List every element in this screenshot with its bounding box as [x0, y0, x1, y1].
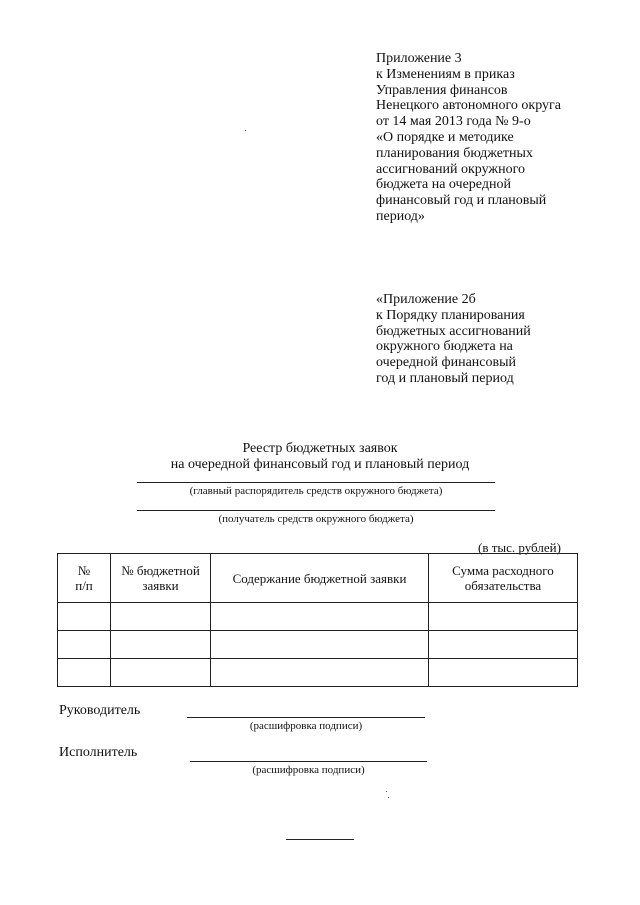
executor-signature-line[interactable] [190, 761, 427, 762]
header-row-number [58, 554, 111, 603]
table-cell[interactable] [211, 659, 429, 687]
appendix-3-line: планирования бюджетных [376, 145, 533, 161]
appendix-2b-line: год и плановый период [376, 370, 514, 386]
table-cell[interactable] [58, 631, 111, 659]
header-text: п/п [75, 578, 93, 593]
appendix-3-line: Ненецкого автономного округа [376, 98, 561, 114]
table-cell[interactable] [111, 631, 211, 659]
appendix-3-line: ассигнований окружного [376, 161, 525, 177]
document-subtitle: на очередной финансовый год и плановый период [170, 457, 470, 472]
table-cell[interactable] [111, 603, 211, 631]
appendix-3-line: финансовый год и плановый [376, 193, 547, 209]
appendix-3-line: период» [376, 208, 425, 224]
table-cell[interactable] [429, 603, 578, 631]
head-signature-line[interactable] [187, 717, 425, 718]
appendix-3-line: от 14 мая 2013 года № 9-о [376, 114, 531, 130]
appendix-3-line: Приложение 3 [376, 51, 462, 66]
recipient-field-line[interactable] [137, 510, 495, 511]
main-manager-field-line[interactable] [137, 482, 495, 483]
table-row [58, 603, 578, 631]
header-obligation-amount [429, 554, 578, 603]
appendix-2b-line: «Приложение 2б [376, 292, 476, 307]
table-cell[interactable] [429, 631, 578, 659]
header-request-content [211, 554, 429, 603]
table-header-row [58, 554, 578, 603]
scan-speck [388, 797, 389, 798]
executor-label: Исполнитель [59, 745, 138, 760]
appendix-3-line: «О порядке и методике [376, 129, 514, 145]
budget-requests-table [57, 553, 578, 687]
document-title: Реестр бюджетных заявок [242, 441, 398, 456]
header-request-number [111, 554, 211, 603]
scan-speck [245, 130, 246, 131]
header-text: № [77, 563, 91, 578]
appendix-2b-heading [376, 292, 531, 387]
appendix-2b-line: бюджетных ассигнований [376, 323, 531, 339]
table-cell[interactable] [58, 659, 111, 687]
table-cell[interactable] [211, 631, 429, 659]
units-note: (в тыс. рублей) [478, 540, 561, 555]
main-manager-caption: (главный распорядитель средств окружного бюджета) [189, 485, 443, 497]
appendix-3-line: к Изменениям в приказ [376, 66, 515, 82]
appendix-3-line: бюджета на очередной [376, 177, 511, 193]
executor-signature-caption: (расшифровка подписи) [252, 764, 365, 776]
appendix-2b-line: окружного бюджета на [376, 339, 513, 355]
appendix-3-heading [376, 51, 561, 225]
table-cell[interactable] [111, 659, 211, 687]
header-text: заявки [142, 578, 179, 593]
appendix-2b-line: очередной финансовый [376, 355, 517, 371]
header-text: Сумма расходного [452, 563, 554, 578]
table-cell[interactable] [211, 603, 429, 631]
head-label: Руководитель [59, 703, 141, 718]
scan-speck [386, 791, 387, 792]
head-signature-caption: (расшифровка подписи) [249, 720, 363, 732]
table-cell[interactable] [58, 603, 111, 631]
recipient-caption: (получатель средств окружного бюджета) [218, 513, 414, 525]
closing-divider [286, 839, 354, 840]
table-row [58, 631, 578, 659]
header-text: № бюджетной [121, 563, 200, 578]
appendix-3-line: Управления финансов [376, 82, 508, 98]
header-text: обязательства [464, 578, 542, 593]
header-text: Содержание бюджетной заявки [232, 570, 407, 586]
appendix-2b-line: к Порядку планирования [376, 307, 525, 323]
table-row [58, 659, 578, 687]
table-cell[interactable] [429, 659, 578, 687]
